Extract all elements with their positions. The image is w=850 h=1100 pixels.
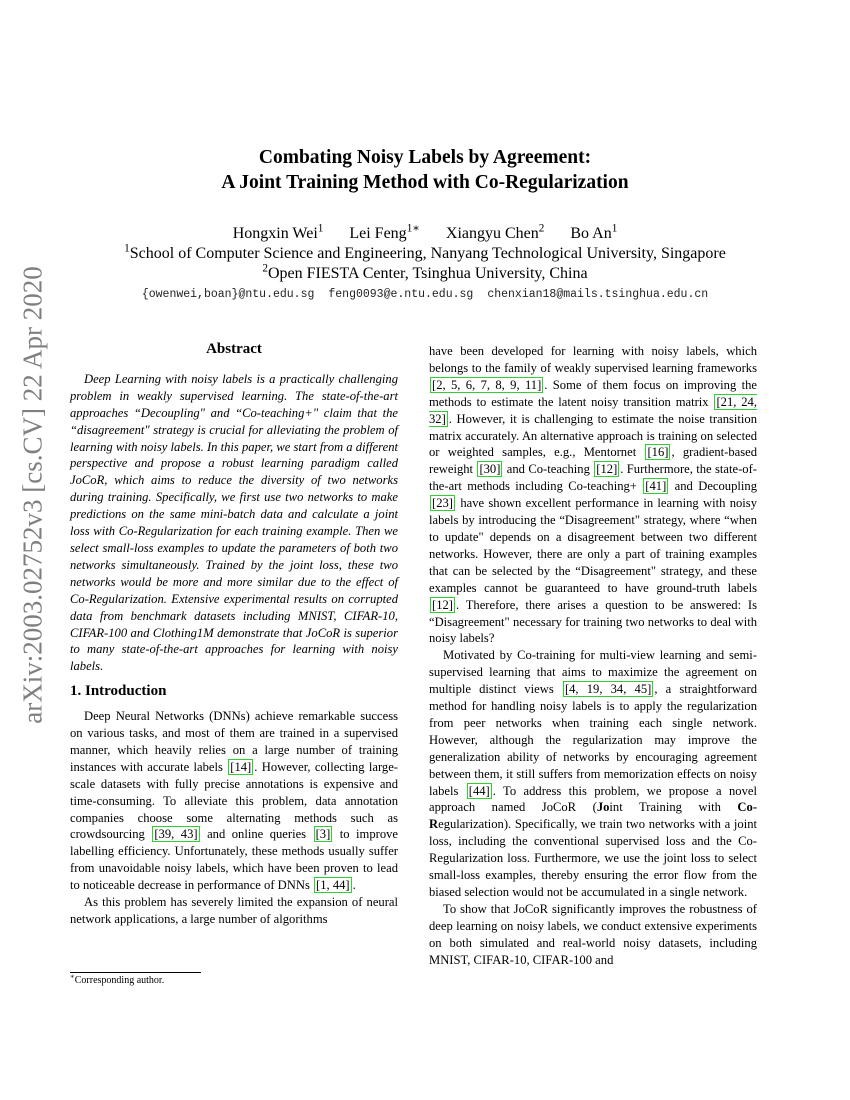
citation-link[interactable]: [3] xyxy=(315,827,331,842)
citation-link[interactable]: [12] xyxy=(596,462,618,477)
footnote-rule xyxy=(70,972,201,973)
citation-link[interactable]: [16] xyxy=(647,445,669,460)
citation-link[interactable]: [39, 43] xyxy=(154,827,198,842)
citation-link[interactable]: [41] xyxy=(645,479,667,494)
body-paragraph: To show that JoCoR significantly improves the robustness of deep learning on noisy labels, we conduct extensive experiments on both simulated and real-world noisy datasets, including MNIST, CIFAR-10, CIFAR-100 and xyxy=(429,901,757,967)
body-paragraph: have been developed for learning with noisy labels, which belongs to the family of weakly supervised learning frameworks [2, 5, 6, 7, 8, 9, 11] . Some of them focus on improving the methods to estimate the latent noisy transition matrix [21, 24, 32] . However, it is challenging to estimate the noise transition matrix accurately. An alternative approach is training on selected or weighted samples, e.g., Mentornet [16] , gradient-based reweight [30] and Co-teaching [12] . Furthermore, the state-of-the-art methods including Co-teaching+ [41] and Decoupling [23] have shown excellent performance in learning with noisy labels by introducing the “Disagreement" strategy, where “when to update" depends on a disagreement between two different networks. However, there are only a part of training examples that can be selected by the “Disagreement" strategy, and these examples cannot be guaranteed to have ground-truth labels [12] . Therefore, there arises a question to be answered: Is “Disagreement" necessary for training two networks to deal with noisy labels? xyxy=(429,344,758,646)
email: feng0093@e.ntu.edu.sg xyxy=(328,288,474,301)
citation-link[interactable]: [23] xyxy=(432,496,453,511)
paper-title-line1: Combating Noisy Labels by Agreement: xyxy=(258,147,592,168)
citation-link[interactable]: [44] xyxy=(468,783,490,798)
intro-paragraph: As this problem has severely limited the expansion of neural network applications, a large number of algorithms xyxy=(70,895,398,926)
abstract-heading: Abstract xyxy=(206,341,262,357)
affiliation: $^1$School of Computer Science and Engineering, Nanyang Technological University, Singapore xyxy=(124,242,726,262)
section-heading: 1. Introduction xyxy=(70,683,167,700)
right-column xyxy=(429,343,757,969)
intro-paragraph: Deep Neural Networks (DNNs) achieve remarkable success on various tasks, and most of them are trained in a supervised manner, which heavily relies on a large number of training instances with accurate labels [14] . However, collecting large-scale datasets with fully precise annotations is expensive and time-consuming. To alleviate this problem, data annotation companies choose some alternating methods such as crowdsourcing [39, 43] and online queries [3] to improve labelling efficiency. Unfortunately, these methods usually suffer from unavoidable noisy labels, which have been proven to lead to noticeable decrease in performance of DNNs [1, 44] . xyxy=(70,709,399,893)
left-column xyxy=(70,341,398,928)
author: Lei Feng$^{1∗}$ xyxy=(349,222,420,242)
author: Xiangyu Chen$^2$ xyxy=(445,222,545,242)
body-paragraph: Motivated by Co-training for multi-view learning and semi-supervised learning that aims to maximize the agreement on multiple distinct views [4, 19, 34, 45] , a straightforward method for handling noisy labels is to apply the regularization from peer networks when training each single network. However, although the regularization may improve the generalization ability of networks by encouraging agreement between them, it still suffers from memorization effects on noisy labels [44] . To address this problem, we propose a novel approach named JoCoR (Joint Training with Co-Regularization). Specifically, we train two networks with a joint loss, including the conventional supervised loss and the Co-Regularization loss. Furthermore, we use the joint loss to select small-loss examples, thereby ensuring the error flow from the biased selection would not be accumulated in a single network. xyxy=(429,648,758,899)
email: chenxian18@mails.tsinghua.edu.cn xyxy=(487,288,709,301)
citation-link[interactable]: [14] xyxy=(230,759,252,774)
arxiv-stamp: arXiv:2003.02752v3 [cs.CV] 22 Apr 2020 xyxy=(17,266,47,724)
citation-link[interactable]: [4, 19, 34, 45] xyxy=(564,682,652,697)
affiliation: $^2$Open FIESTA Center, Tsinghua University, China xyxy=(262,262,588,282)
citation-link[interactable]: [2, 5, 6, 7, 8, 9, 11] xyxy=(432,377,542,392)
author: Bo An$^1$ xyxy=(570,222,618,242)
email-list xyxy=(0,288,850,301)
citation-link[interactable]: [21, 24, 32] xyxy=(429,394,757,426)
citation-link[interactable]: [1, 44] xyxy=(316,878,350,893)
citation-link[interactable]: [12] xyxy=(432,597,453,612)
paper-title-line2: A Joint Training Method with Co-Regularization xyxy=(221,172,629,193)
author-list xyxy=(0,224,850,244)
author: Hongxin Wei$^1$ xyxy=(232,222,324,242)
email: {owenwei,boan}@ntu.edu.sg xyxy=(141,288,315,301)
citation-link[interactable]: [30] xyxy=(479,462,501,477)
footnote: ∗Corresponding author. xyxy=(70,972,165,986)
abstract-text: Deep Learning with noisy labels is a practically challenging problem in weakly supervised learning. The state-of-the-art approaches “Decoupling" and “Co-teaching+" claim that the “disagreement" strategy is crucial for alleviating the problem of learning with noisy labels. In this paper, we start from a different perspective and propose a robust learning paradigm called JoCoR, which aims to reduce the diversity of two networks during training. Specifically, we first use two networks to make predictions on the same mini-batch data and calculate a joint loss with Co-Regularization for each training example. Then we select small-loss examples to update the parameters of both two networks simultaneously. Trained by the joint loss, these two networks would be more and more similar due to the effect of Co-Regularization. Extensive experimental results on corrupted data from benchmark datasets including MNIST, CIFAR-10, CIFAR-100 and Clothing1M demonstrate that JoCoR is superior to many state-of-the-art approaches for learning with noisy labels. xyxy=(70,371,398,674)
